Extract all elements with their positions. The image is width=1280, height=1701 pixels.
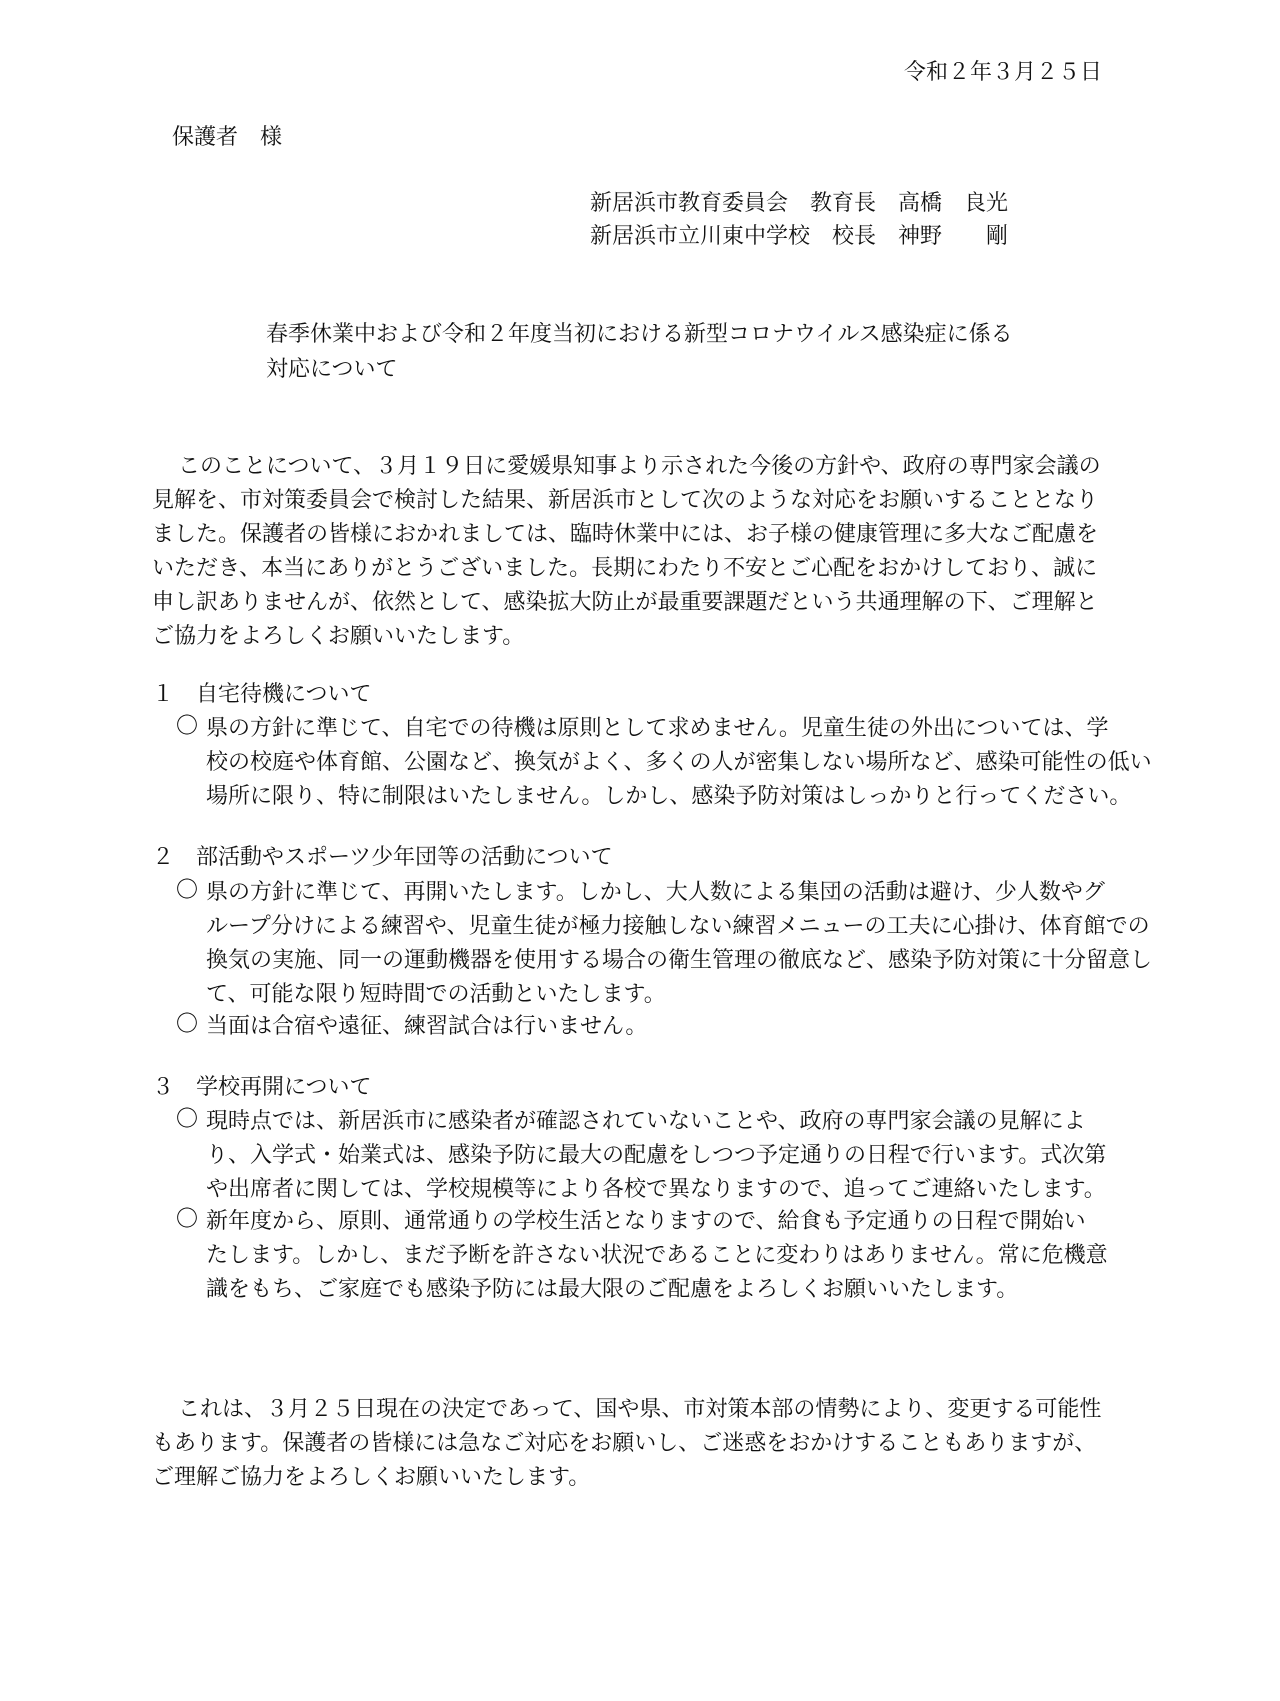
intro-line: 見解を、市対策委員会で検討した結果、新居浜市として次のような対応をお願いすることとなり: [152, 488, 1099, 513]
document-date: 令和２年３月２５日: [903, 60, 1102, 85]
intro-line: ご協力をよろしくお願いいたします。: [152, 624, 525, 649]
document-title-line-1: 春季休業中および令和２年度当初における新型コロナウイルス感染症に係る: [266, 322, 1013, 347]
document-title-line-2: 対応について: [266, 357, 398, 382]
item-line: 当面は合宿や遠征、練習試合は行いません。: [206, 1014, 648, 1039]
item-line: ループ分けによる練習や、児童生徒が極力接触しない練習メニューの工夫に心掛け、体育館での: [206, 914, 1150, 939]
section-item: [176, 1205, 1136, 1307]
intro-line: このことについて、３月１９日に愛媛県知事より示された今後の方針や、政府の専門家会議の: [178, 454, 1101, 479]
item-line: 新年度から、原則、通常通りの学校生活となりますので、給食も予定通りの日程で開始い: [206, 1209, 1086, 1234]
circle-bullet-icon: 〇: [176, 1207, 199, 1232]
closing-paragraph: [152, 1393, 1132, 1495]
circle-bullet-icon: 〇: [176, 1012, 199, 1037]
item-line: たします。しかし、まだ予断を許さない状況であることに変わりはありません。常に危機意: [206, 1243, 1108, 1268]
section-heading-school-reopening: ３ 学校再開について: [152, 1075, 372, 1100]
item-line: 県の方針に準じて、再開いたします。しかし、大人数による集団の活動は避け、少人数やグ: [206, 880, 1105, 905]
item-line: 換気の実施、同一の運動機器を使用する場合の衛生管理の徹底など、感染予防対策に十分留意し: [206, 948, 1153, 973]
closing-line: ご理解ご協力をよろしくお願いいたします。: [152, 1465, 591, 1490]
item-line: や出席者に関しては、学校規模等により各校で異なりますので、追ってご連絡いたします。: [206, 1177, 1106, 1202]
sender-school-principal: 新居浜市立川東中学校 校長 神野 剛: [590, 224, 1009, 249]
closing-line: もあります。保護者の皆様には急なご対応をお願いし、ご迷惑をおかけすることもありますが、: [152, 1431, 1097, 1456]
section-item: [176, 876, 1153, 1012]
intro-line: 申し訳ありませんが、依然として、感染拡大防止が最重要課題だという共通理解の下、ご理解と: [152, 590, 1098, 615]
section-heading-club-activities: ２ 部活動やスポーツ少年団等の活動について: [152, 845, 613, 870]
item-line: 場所に限り、特に制限はいたしません。しかし、感染予防対策はしっかりと行ってください。: [206, 784, 1132, 809]
section-heading-home-standby: １ 自宅待機について: [152, 682, 372, 707]
item-line: り、入学式・始業式は、感染予防に最大の配慮をしつつ予定通りの日程で行います。式次第: [206, 1143, 1107, 1168]
circle-bullet-icon: 〇: [176, 878, 199, 903]
item-line: て、可能な限り短時間での活動といたします。: [206, 982, 666, 1007]
circle-bullet-icon: 〇: [176, 1107, 199, 1132]
closing-line: これは、３月２５日現在の決定であって、国や県、市対策本部の情勢により、変更する可能性: [178, 1397, 1102, 1422]
section-item: [176, 712, 1152, 814]
section-item: [176, 1010, 1136, 1044]
item-line: 現時点では、新居浜市に感染者が確認されていないことや、政府の専門家会議の見解によ: [206, 1109, 1086, 1134]
sender-board-of-education: 新居浜市教育委員会 教育長 高橋 良光: [590, 191, 1009, 216]
intro-line: いただき、本当にありがとうございました。長期にわたり不安とご心配をおかけしており、誠に: [152, 556, 1098, 581]
item-line: 校の校庭や体育館、公園など、換気がよく、多くの人が密集しない場所など、感染可能性の低い: [206, 750, 1152, 775]
addressee: 保護者 様: [172, 125, 283, 150]
item-line: 県の方針に準じて、自宅での待機は原則として求めません。児童生徒の外出については、学: [206, 716, 1109, 741]
section-item: [176, 1105, 1136, 1207]
intro-paragraph: [152, 450, 1132, 654]
item-line: 識をもち、ご家庭でも感染予防には最大限のご配慮をよろしくお願いいたします。: [206, 1277, 1019, 1302]
circle-bullet-icon: 〇: [176, 714, 199, 739]
intro-line: ました。保護者の皆様におかれましては、臨時休業中には、お子様の健康管理に多大なご配慮を: [152, 522, 1099, 547]
